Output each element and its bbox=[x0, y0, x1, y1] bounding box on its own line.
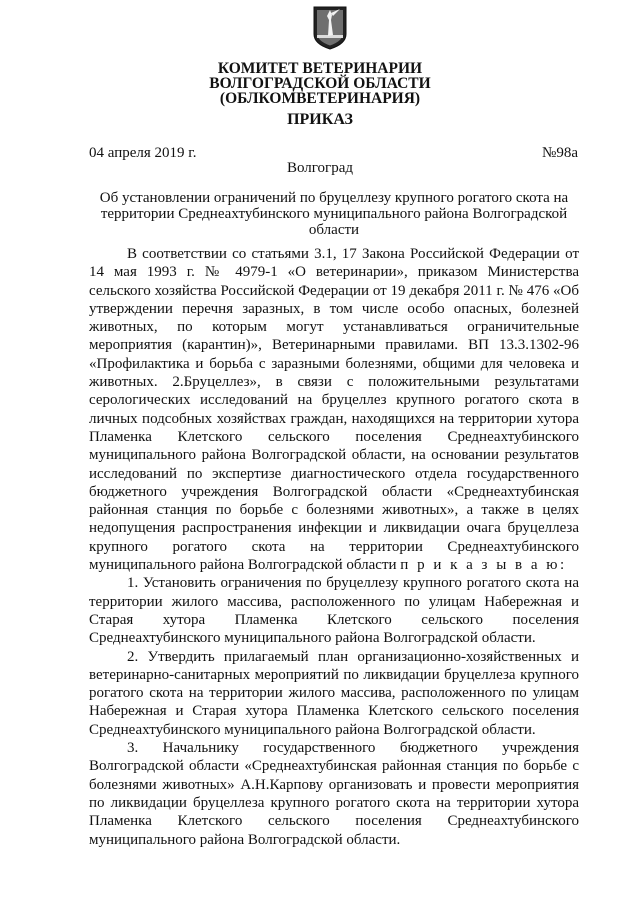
order-word: п р и к а з ы в а ю: bbox=[400, 557, 567, 574]
volgograd-emblem-icon bbox=[313, 6, 347, 50]
order-item-3: 3. Начальнику государственного бюджетного учреждения Волгоградской области «Среднеахтубинская районная станция по борьбе с болезнями животных» А.Н.Карпову организовать и провести мероприятия по ликвидации бруцеллеза крупного рогатого скота на территории хутора Пламенка Клетского сельского поселения Среднеахтубинского муниципального района Волгоградской области. bbox=[89, 740, 579, 848]
preamble-paragraph bbox=[89, 245, 579, 574]
org-line-1: КОМИТЕТ ВЕТЕРИНАРИИ bbox=[217, 60, 423, 77]
preamble-text: В соответствии со статьями 3.1, 17 Закона Российской Федерации от 14 мая 1993 г. № 4979-1 «О ветеринарии», приказом Министерства сельского хозяйства Российской Федерации от 19 декабря 2011 г. № 476 «Об утверждении перечня заразных, в том числе особо опасных, болезней животных, по которым могут устанавливаться ограничительные мероприятия (карантин)», Ветеринарными правилами. ВП 13.3.1302-96 «Профилактика и борьба с заразными болезнями, общими для человека и животных. 2.Бруцеллез», в связи с положительными результатами серологических исследований на бруцеллез крупного рогатого скота в личных подсобных хозяйствах граждан, находящихся на территории хутора Пламенка Клетского сельского поселения Среднеахтубинского муниципального района Волгоградской области, на основании результатов исследований по экспертизе диагностического отдела государственного бюджетного учреждения Волгоградской области «Среднеахтубинская районная станция по борьбе с болезнями животных», а также в целях недопущения распространения инфекции и ликвидации очага бруцеллеза крупного рогатого скота на территории Среднеахтубинского муниципального района Волгоградской области bbox=[89, 246, 579, 574]
document-city: Волгоград bbox=[286, 160, 353, 176]
organization-name bbox=[0, 61, 640, 106]
order-item-1: 1. Установить ограничения по бруцеллезу крупного рогатого скота на территории жилого массива, расположенного по улицам Набережная и Старая хутора Пламенка Клетского сельского поселения Среднеахтубинского муниципального района Волгоградской области. bbox=[89, 575, 579, 647]
document-subject: Об установлении ограничений по бруцеллезу крупного рогатого скота на территории Среднеахтубинского муниципального района Волгоградской области bbox=[99, 190, 569, 238]
document-type: ПРИКАЗ bbox=[287, 111, 353, 128]
org-line-2: ВОЛГОГРАДСКОЙ ОБЛАСТИ bbox=[209, 75, 431, 92]
document-number: №98а bbox=[542, 145, 578, 161]
document-date: 04 апреля 2019 г. bbox=[89, 145, 197, 161]
order-item-2: 2. Утвердить прилагаемый план организационно-хозяйственных и ветеринарно-санитарных мероприятий по ликвидации бруцеллеза крупного рогатого скота на территории жилого массива, расположенного по улицам Набережная и Старая хутора Пламенка Клетского сельского поселения Среднеахтубинского муниципального района Волгоградской области. bbox=[89, 648, 579, 738]
document-body bbox=[89, 245, 579, 849]
org-line-3: (ОБЛКОМВЕТЕРИНАРИЯ) bbox=[219, 90, 421, 107]
